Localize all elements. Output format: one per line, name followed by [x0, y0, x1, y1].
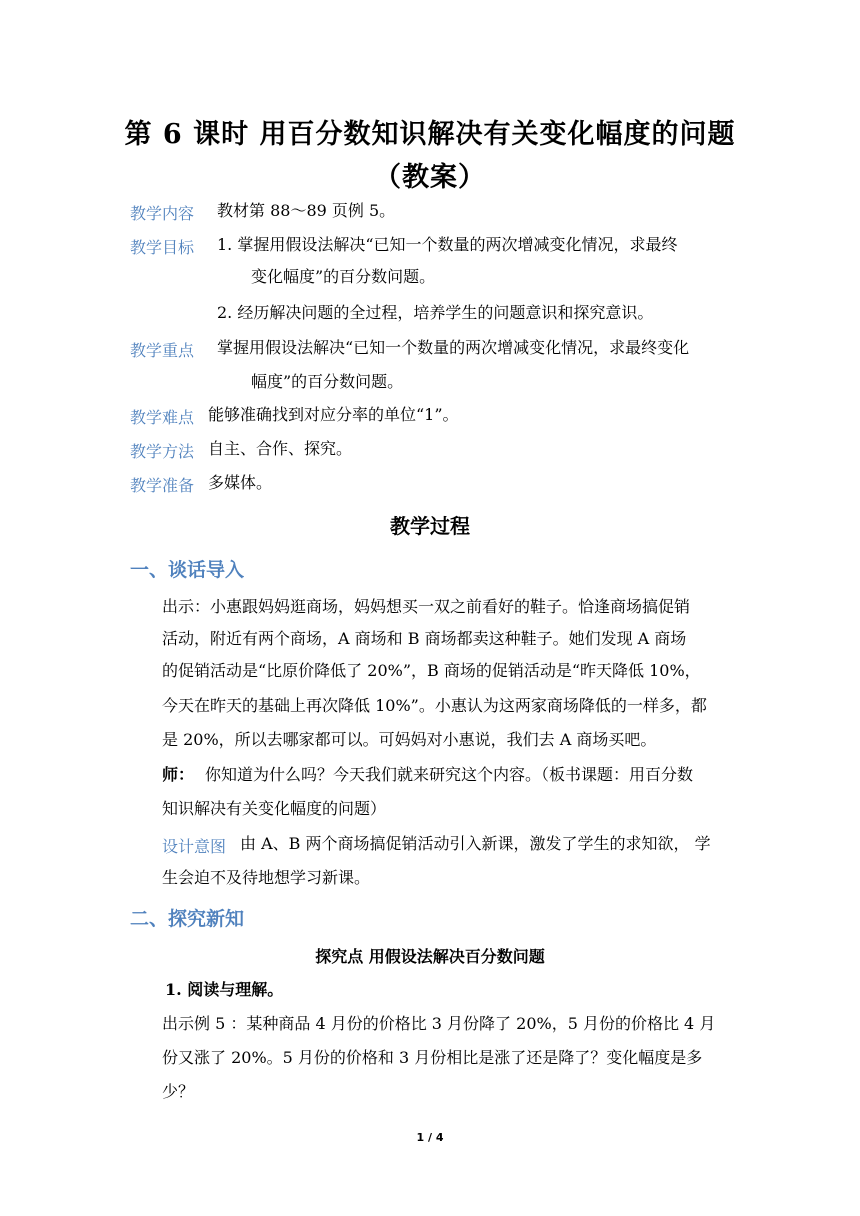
- goal2: 2. 经历解决问题的全过程，培养学生的问题意识和探究意识。: [217, 303, 654, 322]
- goal-label: 教学目标: [130, 238, 195, 257]
- step1-heading: 1. 阅读与理解。: [165, 980, 284, 999]
- example-line: 少？: [162, 1082, 195, 1101]
- example-line: 份又涨了 20%。5 月份的价格和 3 月份相比是涨了还是降了？变化幅度是多: [162, 1048, 703, 1067]
- content-text: 教材第 88～89 页例 5。: [217, 201, 396, 220]
- section1-para-line: 的促销活动是“比原价降低了 20%”，B 商场的促销活动是“昨天降低 10%，: [162, 661, 701, 680]
- process-heading: 教学过程: [390, 514, 470, 538]
- document-title: 第 6 课时 用百分数知识解决有关变化幅度的问题: [124, 119, 736, 150]
- document-subtitle: （教案）: [374, 162, 486, 193]
- section2-heading: 二、探究新知: [130, 908, 245, 930]
- section1-para-line: 活动，附近有两个商场，A 商场和 B 商场都卖这种鞋子。她们发现 A 商场: [162, 629, 687, 648]
- section1-para-line: 是 20%，所以去哪家都可以。可妈妈对小惠说，我们去 A 商场买吧。: [162, 730, 657, 749]
- teacher-line1: 你知道为什么吗？今天我们就来研究这个内容。（板书课题：用百分数: [205, 765, 694, 784]
- method-text: 自主、合作、探究。: [208, 439, 353, 458]
- example-line: 出示例 5 ：某种商品 4 月份的价格比 3 月份降了 20%，5 月份的价格比 4 月: [162, 1014, 716, 1033]
- goal1-line1: 1. 掌握用假设法解决“已知一个数量的两次增减变化情况，求最终: [217, 235, 678, 254]
- content-label: 教学内容: [130, 204, 195, 223]
- design-line2: 生会迫不及待地想学习新课。: [162, 868, 371, 887]
- design-label: 设计意图: [162, 837, 227, 856]
- goal1-line2: 变化幅度”的百分数问题。: [251, 267, 436, 286]
- page-number: 1 / 4: [416, 1131, 444, 1144]
- difficulty-label: 教学难点: [130, 408, 195, 427]
- design-line1: 由 A、B 两个商场搞促销活动引入新课，激发了学生的求知欲， 学: [240, 834, 711, 853]
- difficulty-text: 能够准确找到对应分率的单位“1”。: [208, 405, 459, 424]
- teacher-line2: 知识解决有关变化幅度的问题）: [162, 799, 387, 818]
- method-label: 教学方法: [130, 442, 195, 461]
- key-line2: 幅度”的百分数问题。: [251, 372, 404, 391]
- teacher-label: 师：: [162, 765, 195, 784]
- key-line1: 掌握用假设法解决“已知一个数量的两次增减变化情况，求最终变化: [217, 338, 690, 357]
- section1-para-line: 今天在昨天的基础上再次降低 10%”。小惠认为这两家商场降低的一样多，都: [162, 696, 707, 715]
- prep-label: 教学准备: [130, 476, 195, 495]
- explore-subheading: 探究点 用假设法解决百分数问题: [315, 947, 545, 966]
- section1-heading: 一、谈话导入: [130, 559, 245, 581]
- key-label: 教学重点: [130, 341, 195, 360]
- section1-para-line: 出示：小惠跟妈妈逛商场，妈妈想买一双之前看好的鞋子。恰逢商场搞促销: [162, 597, 691, 616]
- prep-text: 多媒体。: [208, 473, 273, 492]
